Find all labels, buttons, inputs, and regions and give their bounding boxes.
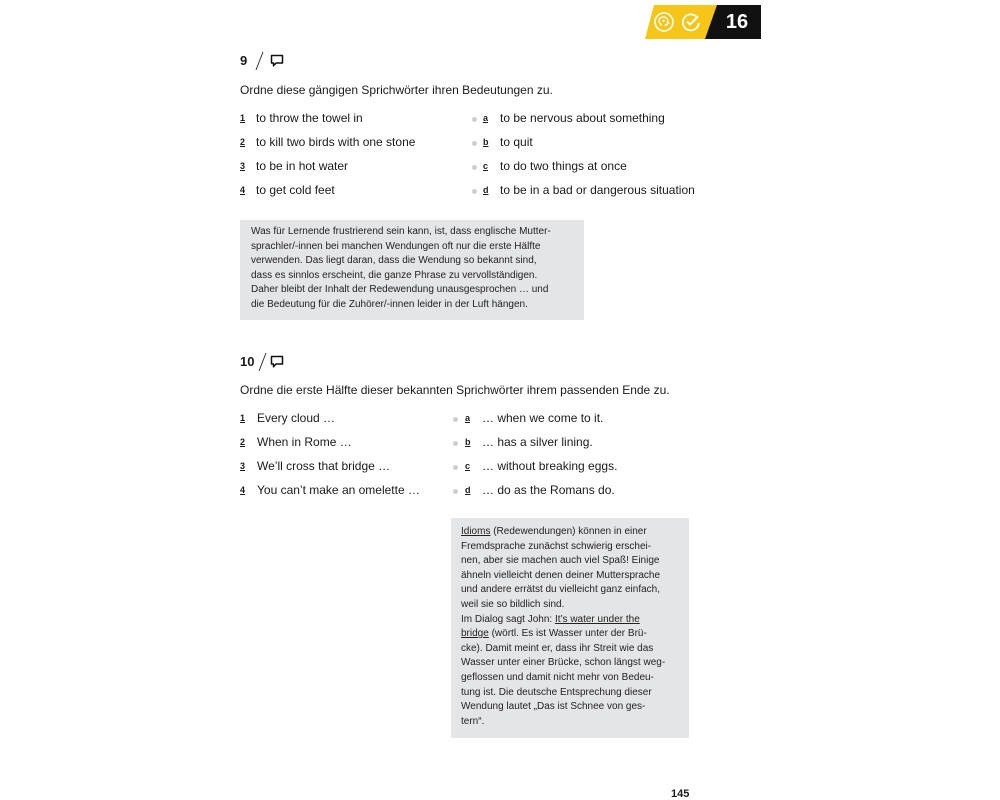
- list-item: to kill two birds with one stone: [256, 135, 416, 149]
- list-item: to throw the towel in: [256, 111, 363, 125]
- speech-bubble-icon: [270, 355, 284, 369]
- chapter-badge: [645, 5, 761, 39]
- item-number: 3: [240, 461, 246, 471]
- idioms-term: Idioms: [461, 526, 491, 537]
- info-line: ähneln vielleicht denen deiner Muttersprache: [461, 569, 661, 581]
- match-dot[interactable]: [453, 441, 458, 446]
- item-letter: a: [465, 413, 471, 423]
- info-line: [461, 613, 683, 628]
- slash-divider: [256, 352, 270, 372]
- info-line: cke). Damit meint er, dass ihr Streit wie das: [461, 642, 654, 654]
- exercise-10-info-box: [451, 518, 689, 738]
- item-number: 1: [240, 113, 246, 123]
- list-item: to do two things at once: [500, 159, 627, 173]
- item-letter: b: [483, 137, 489, 147]
- list-item: to be in hot water: [256, 159, 349, 173]
- exercise-10-header: [240, 352, 300, 372]
- info-text: (wörtl. Es ist Wasser unter der Brü-: [488, 628, 647, 640]
- list-item: to get cold feet: [256, 183, 335, 197]
- info-line: [461, 525, 683, 540]
- list-item: You can’t make an omelette …: [257, 483, 420, 497]
- info-line: und andere errätst du vielleicht ganz einfach,: [461, 584, 661, 596]
- list-item: We’ll cross that bridge …: [257, 459, 391, 473]
- exercise-9-instruction: Ordne diese gängigen Sprichwörter ihren Bedeutungen zu.: [240, 83, 553, 97]
- info-line: Fremdsprache zunächst schwierig erschei-: [461, 540, 652, 552]
- item-letter: a: [483, 113, 489, 123]
- list-item: … do as the Romans do.: [482, 483, 615, 497]
- list-item: to be in a bad or dangerous situation: [500, 183, 695, 197]
- info-line: weil sie so bildlich sind.: [461, 598, 565, 610]
- info-line: die Bedeutung für die Zuhörer/-innen leider in der Luft hängen.: [251, 298, 528, 310]
- item-letter: d: [483, 185, 489, 195]
- info-line: verwenden. Das liegt daran, dass die Wendung so bekannt sind,: [251, 255, 537, 267]
- item-letter: d: [465, 485, 471, 495]
- info-line: Wendung lautet „Das ist Schnee von ges-: [461, 701, 646, 713]
- item-number: 4: [240, 185, 246, 195]
- item-number: 3: [240, 161, 246, 171]
- info-text: Im Dialog sagt John:: [461, 613, 555, 625]
- match-dot[interactable]: [472, 117, 477, 122]
- info-line: tung ist. Die deutsche Entsprechung dieser: [461, 686, 652, 698]
- item-letter: c: [483, 161, 489, 171]
- exercise-number: 10: [240, 354, 255, 369]
- idiom-phrase: It’s water under the: [554, 613, 640, 625]
- list-item: Every cloud …: [257, 411, 336, 425]
- exercise-9-info-box: [240, 220, 584, 320]
- list-item: When in Rome …: [257, 435, 352, 449]
- list-item: … when we come to it.: [482, 411, 604, 425]
- item-number: 2: [240, 437, 246, 447]
- idiom-phrase: bridge: [461, 628, 489, 640]
- list-item: … has a silver lining.: [482, 435, 593, 449]
- match-dot[interactable]: [453, 417, 458, 422]
- list-item: to quit: [500, 135, 533, 149]
- match-dot[interactable]: [453, 489, 458, 494]
- speech-bubble-icon: [270, 54, 284, 68]
- info-line: sprachler/-innen bei manchen Wendungen oft nur die erste Hälfte: [251, 240, 541, 252]
- match-dot[interactable]: [472, 141, 477, 146]
- match-dot[interactable]: [472, 165, 477, 170]
- list-item: … without breaking eggs.: [482, 459, 618, 473]
- info-line: geflossen und damit nicht mehr von Bedeu-: [461, 671, 654, 683]
- match-dot[interactable]: [453, 465, 458, 470]
- page-number: 145: [671, 788, 690, 800]
- head-gear-icon: [654, 12, 674, 32]
- item-number: 2: [240, 137, 246, 147]
- item-number: 4: [240, 485, 246, 495]
- exercise-number: 9: [240, 53, 248, 68]
- chapter-number: 16: [725, 11, 749, 33]
- item-letter: c: [465, 461, 471, 471]
- exercise-10-instruction: Ordne die erste Hälfte dieser bekannten Sprichwörter ihrem passenden Ende zu.: [240, 383, 670, 397]
- check-circle-icon: [681, 12, 701, 32]
- info-line: tern“.: [461, 715, 485, 727]
- info-line: [461, 627, 683, 642]
- exercise-9-header: [240, 51, 300, 71]
- info-line: Daher bleibt der Inhalt der Redewendung unausgesprochen … und: [251, 284, 549, 296]
- slash-divider: [253, 51, 267, 71]
- info-text: (Redewendungen) können in einer: [490, 526, 647, 537]
- list-item: to be nervous about something: [500, 111, 665, 125]
- info-line: nen, aber sie machen auch viel Spaß! Einige: [461, 555, 660, 567]
- info-line: dass es sinnlos erscheint, die ganze Phrase zu vervollständigen.: [251, 269, 538, 281]
- item-letter: b: [465, 437, 471, 447]
- item-number: 1: [240, 413, 246, 423]
- match-dot[interactable]: [472, 189, 477, 194]
- info-line: Was für Lernende frustrierend sein kann, ist, dass englische Mutter-: [251, 226, 551, 237]
- info-line: Wasser unter einer Brücke, schon längst weg-: [461, 657, 666, 669]
